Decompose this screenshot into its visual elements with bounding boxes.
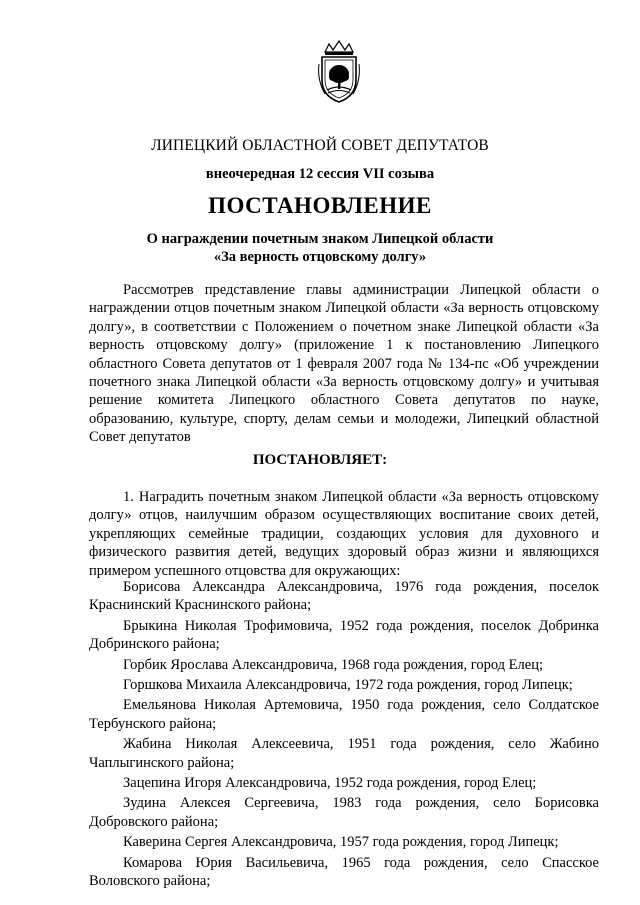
- awardee-item: Каверина Сергея Александровича, 1957 года рождения, город Липецк;: [123, 834, 559, 851]
- awardee-item: Зацепина Игоря Александровича, 1952 года рождения, город Елец;: [123, 775, 537, 792]
- intro-paragraph: Рассмотрев представление главы администрации Липецкой области о награждении отцов почетным знаком Липецкой области «За верность отцовскому долгу», в соответствии с Положением о почетном знаке Липецкой области «За верность отцовскому долгу» (приложение 1 к постановлению Липецкого областного Совета депутатов от 1 февраля 2007 года № 134-пс «Об учреждении почетного знака Липецкой области «За верность отцовскому долгу» и учитывая решение комитета Липецкого областного Совета депутатов по науке, образованию, культуре, спорту, делам семьи и молодежи, Липецкий областной Совет депутатов: [89, 282, 599, 446]
- intro-paragraph-block: [89, 281, 599, 447]
- subject-line-2: «За верность отцовскому долгу»: [213, 249, 427, 265]
- awardee-item: Емельянова Николая Артемовича, 1950 года рождения, село Солдатское Тербунского района;: [89, 697, 599, 732]
- document-title: ПОСТАНОВЛЕНИЕ: [208, 193, 432, 218]
- coat-of-arms-icon: [316, 40, 362, 104]
- awardee-list: [89, 578, 599, 893]
- awardee-item: Горбик Ярослава Александровича, 1968 года рождения, город Елец;: [123, 656, 543, 673]
- subject-line-1: О награждении почетным знаком Липецкой области: [146, 231, 494, 247]
- awardee-item: Зудина Алексея Сергеевича, 1983 года рождения, село Борисовка Добровского района;: [89, 795, 599, 830]
- awardee-item: Горшкова Михаила Александровича, 1972 года рождения, город Липецк;: [123, 677, 573, 694]
- point-1-block: [89, 488, 599, 580]
- point-1-paragraph: 1. Наградить почетным знаком Липецкой области «За верность отцовскому долгу» отцов, наилучшим образом осуществляющих воспитание своих детей, укрепляющих семейные традиции, создающих условия для духовного и физического развития детей, ведущих здоровый образ жизни и являющихся примером успешного отцовства для окружающих:: [89, 489, 599, 579]
- awardee-item: Комарова Юрия Васильевича, 1965 года рождения, село Спасское Воловского района;: [89, 854, 599, 890]
- session-line: внеочередная 12 сессия VII созыва: [205, 166, 435, 182]
- subject-heading: [0, 230, 640, 266]
- awardee-item: Борисова Александра Александровича, 1976 года рождения, поселок Краснинский Краснинского района;: [89, 579, 599, 614]
- awardee-item: Брыкина Николая Трофимовича, 1952 года рождения, поселок Добринка Добринского района;: [89, 617, 599, 653]
- awardee-item: Жабина Николая Алексеевича, 1951 года рождения, село Жабино Чаплыгинского района;: [89, 736, 599, 771]
- council-name: ЛИПЕЦКИЙ ОБЛАСТНОЙ СОВЕТ ДЕПУТАТОВ: [151, 137, 489, 154]
- decision-heading: ПОСТАНОВЛЯЕТ:: [252, 452, 388, 468]
